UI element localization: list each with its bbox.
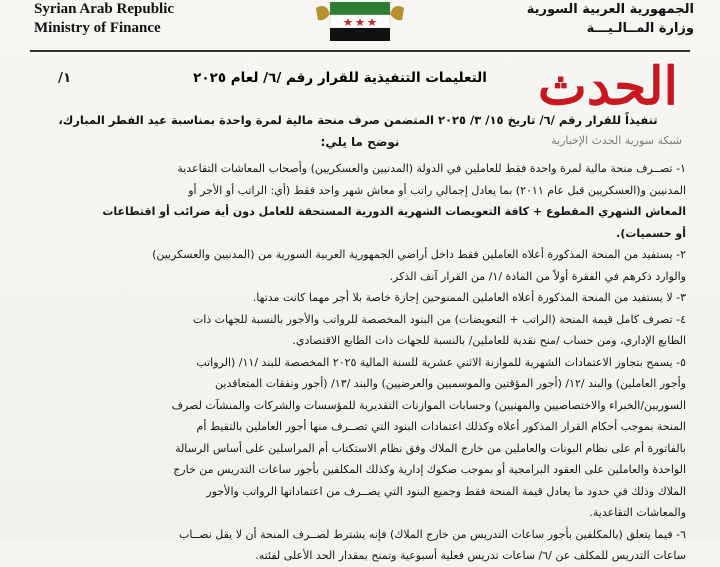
ministry-name-ar: وزارة المــالـيـــة [586,21,694,36]
item-line: والوارد ذكرهم في الفقرة أولاً من المادة /١/ من القرار آنف الذكر. [389,269,686,283]
clarify-heading: نوضح ما يلي: [320,135,400,149]
item-line: ٤- تصرف كامل قيمة المنحة (الراتب + التعويضات) من البنود المخصصة للرواتب والأجور بالنسبة للجهات ذات [192,312,686,326]
items-list [56,158,686,567]
watermark-logo-text: الحدث [537,56,678,117]
item-line: المنحة بموجب أحكام القرار المذكور أعلاه وكذلك اعتمادات البنود التي تصــرف منها أجور العاملين بالتقيط أم [196,420,686,433]
item-line: بالفاتورة أم على نظام البونات والعاملين من خارج الملاك وفق نظام الاستكتاب أم المراسلين على أساس الرسالة [175,441,686,455]
intro-paragraph: تنفيذاً للقرار رقم /٦/ تاريخ ١٥/ ٣/ ٢٠٢٥ المتضمن صرف منحة مالية لمرة واحدة بمناسبة عيد الفطر المبارك، [58,113,658,127]
item-line: ١- تصــرف منحة مالية لمرة واحدة فقط للعاملين في الدولة (المدنيين والعسكريين) وأصحاب المعاشات التقاعدية [177,162,686,175]
syrian-emblem-icon [312,0,408,42]
country-name-ar: الجمهورية العربية السورية [526,2,694,17]
item-line: الملاك وذلك في حدود ما يعادل قيمة المنحة فقط وجميع البنود التي يصــرف من اعتماداتها الرواتب والأجور [206,484,686,498]
watermark-subtitle: شبكة سورية الحدث الإخبارية [551,134,682,147]
title-prefix: /١ [58,70,72,86]
item-line: ٦- فيما يتعلق (بالمكلفين بأجور ساعات التدريس من خارج الملاك) فإنه يشترط لصــرف المنحة أن لا يقل نصــاب [179,527,686,541]
item-line: ساعات التدريس للمكلف عن /٦/ ساعات تدريس فعلية أسبوعية وتمنح بمقدار الحد الأعلى لفئته. [255,549,686,562]
item-line: السوريين/الخبراء والاختصاصيين والمهنيين) وحسابات الموازنات التقديرية للمؤسسات والشركات والمنشآت لصرف [171,398,686,412]
item-line: والمعاشات التقاعدية. [589,506,686,519]
header-english [34,0,174,38]
item-line: المدنيين و(العسكريين قبل عام ٢٠١١) بما يعادل إجمالي راتب أو معاش شهر واحد فقط (أي: الراتب أو الأجر أو [188,183,686,197]
item-line: الواحدة والعاملين على العقود البرامجية أو بموجب صكوك إدارية وكذلك المكلفين بأجور ساعات التدريس من خارج [173,463,686,476]
item-line: المعاش الشهري المقطوع + كافة التعويضات الشهرية الدورية المستحقة للعامل دون أية ضرائب أو اقتطاعات [102,205,686,218]
item-line: ٥- يسمح بتجاوز الاعتمادات الشهرية للموازنة الاثني عشرية للسنة المالية ٢٠٢٥ المخصصة للبند /١١/ (الرواتب [196,355,686,369]
item-line: الطابع الإداري، ومن حساب /منح نقدية للعاملين/ بالنسبة للجهات ذات الطابع الاقتصادي. [292,334,686,347]
item-line: ٢- يستفيد من المنحة المذكورة أعلاه العاملين فقط داخل أراضي الجمهورية العربية السورية من (المدنيين والعسكريين) [152,248,686,261]
item-line: ٣- لا يستفيد من المنحة المذكورة أعلاه العاملين الممنوحين إجازة خاصة بلا أجر مهما كانت مدتها. [252,291,686,304]
document-title: التعليمات التنفيذية للقرار رقم /٦/ لعام ٢٠٢٥ [193,70,487,86]
watermark-logo [532,38,682,148]
country-name-en: Syrian Arab Republic [34,1,175,17]
item-line: أو حسميات). [616,226,686,240]
header-arabic [527,0,694,38]
item-line: وأجور العاملين) والبند /١٢/ (أجور المؤقتين والموسميين والعرضيين) والبند /١٣/ (أجور ونفقات المتعاقدين [215,377,686,390]
ministry-name-en: Ministry of Finance [34,20,161,36]
